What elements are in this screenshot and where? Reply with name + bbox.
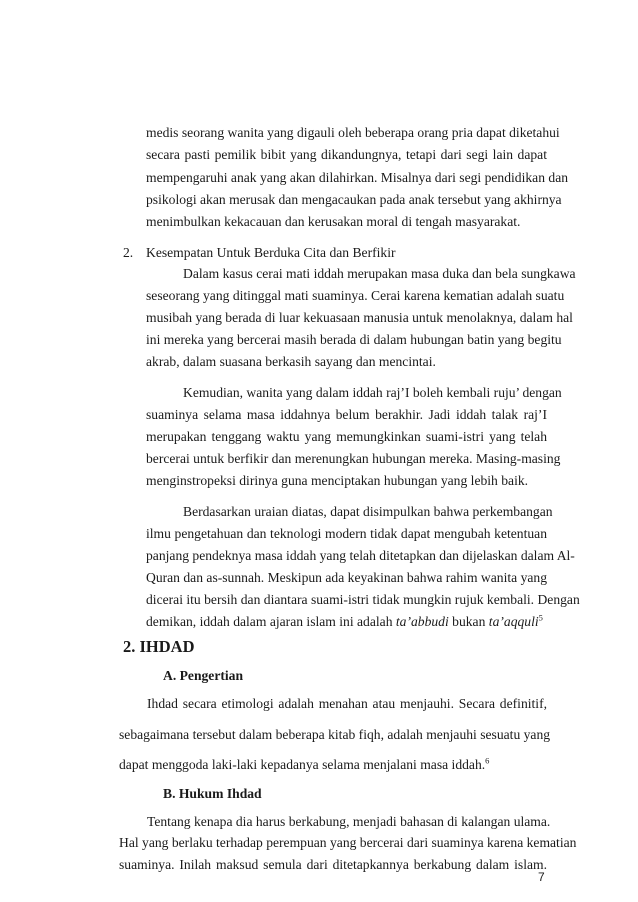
- text-line: menginstropeksi dirinya guna menciptakan hubungan yang lebih baik.: [146, 473, 529, 488]
- italic-term: ta’aqquli: [488, 614, 539, 629]
- text-line: secara pasti pemilik bibit yang dikandungnya, tetapi dari segi lain dapat: [146, 147, 547, 162]
- text-line: Berdasarkan uraian diatas, dapat disimpulkan bahwa perkembangan: [183, 504, 553, 519]
- list-item-title: Kesempatan Untuk Berduka Cita dan Berfikir: [146, 245, 396, 260]
- text-line: suaminya. Inilah maksud semula dari ditetapkannya berkabung dalam islam.: [119, 857, 547, 872]
- text-line: menimbulkan kekacauan dan kerusakan moral di tengah masyarakat.: [146, 214, 521, 229]
- text-line: medis seorang wanita yang digauli oleh beberapa orang pria dapat diketahui: [146, 125, 560, 140]
- section-heading: 2. IHDAD: [123, 637, 195, 656]
- list-number: 2.: [123, 245, 134, 260]
- text-line: ini mereka yang bercerai masih berada di dalam hubungan batin yang begitu: [146, 332, 562, 347]
- text-line: merupakan tenggang waktu yang memungkinkan suami-istri yang telah: [146, 429, 547, 444]
- text-line: sebagaimana tersebut dalam beberapa kitab fiqh, adalah menjauhi sesuatu yang: [119, 727, 551, 742]
- text-line: dapat menggoda laki-laki kepadanya selama menjalani masa iddah.$^6$: [119, 755, 490, 772]
- footnote-ref: 5: [538, 612, 543, 623]
- subsection-heading: B. Hukum Ihdad: [163, 786, 262, 801]
- text-line: Kemudian, wanita yang dalam iddah raj’I boleh kembali ruju’ dengan: [183, 385, 562, 400]
- text-line: demikan, iddah dalam ajaran islam ini adalah ta’abbudi bukan ta’aqquli$^5$: [146, 612, 543, 629]
- text-line: ilmu pengetahuan dan teknologi modern tidak dapat mengubah ketentuan: [146, 526, 547, 541]
- text-line: Hal yang berlaku terhadap perempuan yang bercerai dari suaminya karena kematian: [119, 835, 577, 850]
- text-line: Tentang kenapa dia harus berkabung, menjadi bahasan di kalangan ulama.: [147, 814, 551, 829]
- italic-term: ta’abbudi: [395, 614, 449, 629]
- text-line: Ihdad secara etimologi adalah menahan atau menjauhi. Secara definitif,: [147, 696, 547, 711]
- text-line: seseorang yang ditinggal mati suaminya. Cerai karena kematian adalah suatu: [146, 288, 565, 303]
- text-line: dicerai itu bersih dan diantara suami-istri tidak mungkin rujuk kembali. Dengan: [146, 592, 580, 607]
- text-line: akrab, dalam suasana berkasih sayang dan mencintai.: [146, 354, 436, 369]
- text-line: psikologi akan merusak dan mengacaukan pada anak tersebut yang akhirnya: [146, 192, 562, 207]
- text-line: Quran dan as-sunnah. Meskipun ada keyakinan bahwa rahim wanita yang: [146, 570, 547, 585]
- footnote-ref: 6: [485, 755, 490, 766]
- text-line: musibah yang berada di luar kekuasaan manusia untuk menolaknya, dalam hal: [146, 310, 573, 325]
- text-line: bercerai untuk berfikir dan merenungkan hubungan mereka. Masing-masing: [146, 451, 561, 466]
- text-line: Dalam kasus cerai mati iddah merupakan masa duka dan bela sungkawa: [183, 266, 576, 281]
- text-line: panjang pendeknya masa iddah yang telah ditetapkan dan dijelaskan dalam Al-: [146, 548, 575, 563]
- text-line: mempengaruhi anak yang akan dilahirkan. Misalnya dari segi pendidikan dan: [146, 170, 569, 185]
- page-number: 7: [538, 870, 545, 884]
- text-line: suaminya selama masa iddahnya belum berakhir. Jadi iddah talak raj’I: [146, 407, 547, 422]
- subsection-heading: A. Pengertian: [163, 668, 244, 683]
